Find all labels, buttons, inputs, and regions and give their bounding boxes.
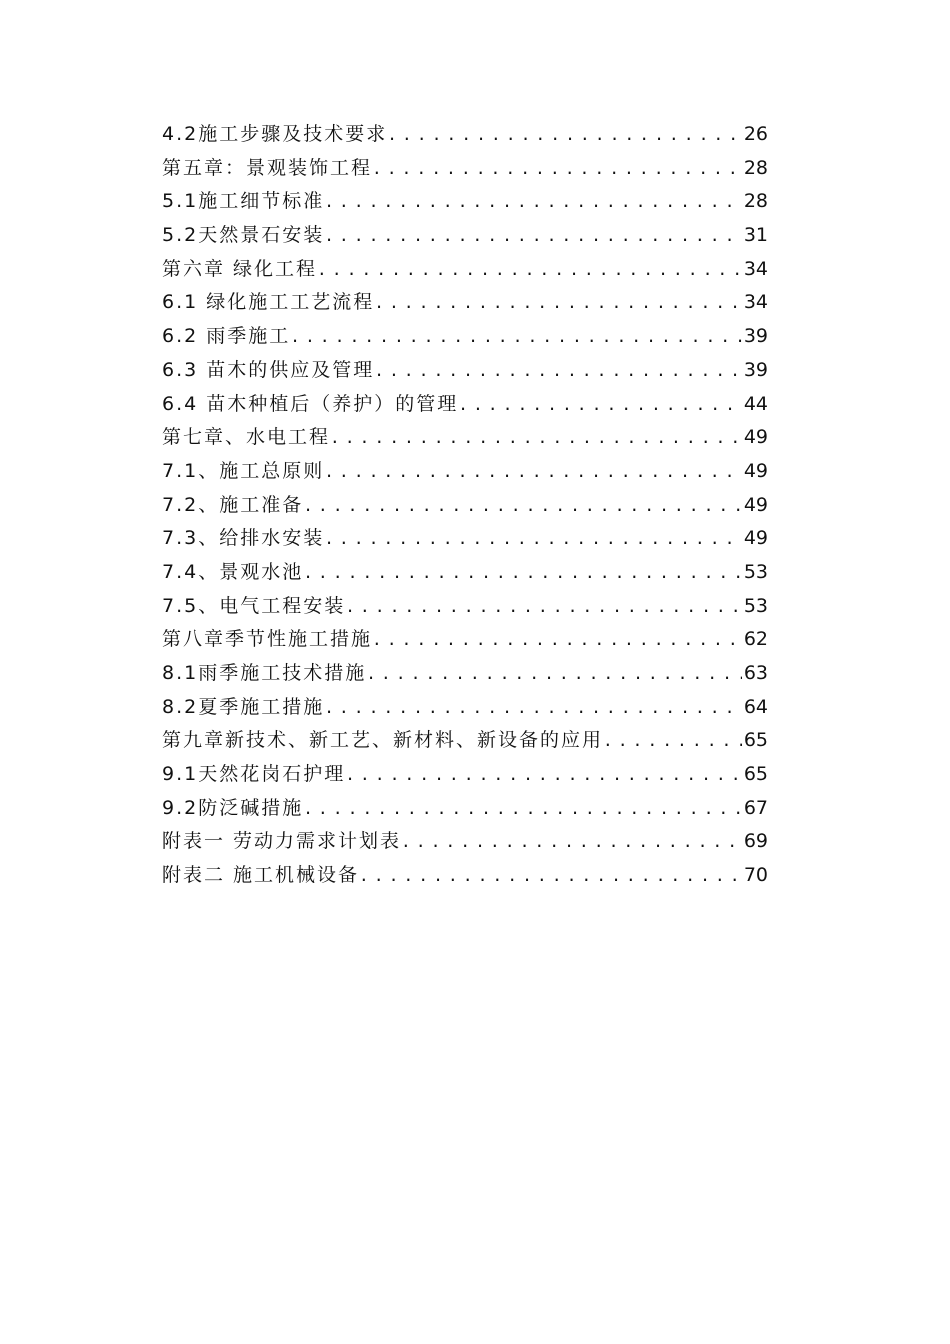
toc-entry-title: 第八章季节性施工措施 [162,628,373,651]
toc-entry[interactable] [162,152,768,186]
toc-entry-title: 第九章新技术、新工艺、新材料、新设备的应用 [162,729,604,752]
toc-entry-title: 9.1天然花岗石护理 [162,763,346,786]
toc-entry-title: 7.5、电气工程安装 [162,594,346,617]
toc-leader-dots [303,489,742,523]
toc-entry-title: 6.1 绿化施工工艺流程 [162,291,375,314]
toc-leader-dots [387,118,742,152]
toc-entry[interactable] [162,522,768,556]
toc-entry-title: 6.2 雨季施工 [162,325,291,348]
toc-leader-dots [324,185,742,219]
toc-leader-dots [317,253,742,287]
toc-entry-page: 34 [743,257,768,280]
toc-leader-dots [330,421,742,455]
toc-leader-dots [324,219,742,253]
toc-entry[interactable] [162,354,768,388]
toc-entry[interactable] [162,792,768,826]
toc-entry-title: 7.2、施工准备 [162,493,304,516]
toc-leader-dots [303,792,742,826]
toc-entry-page: 44 [743,392,768,415]
toc-leader-dots [324,691,742,725]
toc-entry[interactable] [162,859,768,893]
toc-leader-dots [303,556,742,590]
toc-leader-dots [345,590,742,624]
toc-leader-dots [324,522,742,556]
toc-leader-dots [603,724,742,758]
toc-entry[interactable] [162,455,768,489]
toc-entry-page: 67 [743,796,768,819]
toc-entry-page: 53 [743,594,768,617]
toc-leader-dots [372,623,742,657]
toc-entry-page: 53 [743,560,768,583]
toc-entry[interactable] [162,691,768,725]
toc-entry[interactable] [162,590,768,624]
toc-entry[interactable] [162,185,768,219]
toc-leader-dots [374,354,742,388]
toc-entry[interactable] [162,118,768,152]
toc-entry-title: 第六章 绿化工程 [162,257,318,280]
toc-entry-page: 28 [743,190,768,213]
toc-entry[interactable] [162,388,768,422]
toc-entry[interactable] [162,758,768,792]
toc-entry-title: 8.1雨季施工技术措施 [162,662,367,684]
toc-entry[interactable] [162,421,768,455]
toc-leader-dots [372,152,742,186]
toc-entry-page: 39 [743,358,768,381]
toc-entry-page: 65 [743,763,768,786]
toc-entry-page: 31 [743,224,768,247]
toc-entry-title: 附表一 劳动力需求计划表 [162,830,402,853]
toc-entry[interactable] [162,253,768,287]
toc-leader-dots [374,286,742,320]
toc-entry[interactable] [162,286,768,320]
toc-leader-dots [359,859,742,893]
toc-entry-page: 63 [743,662,768,684]
toc-entry-title: 6.3 苗木的供应及管理 [162,358,375,381]
toc-entry-page: 69 [743,830,768,853]
toc-entry-page: 70 [743,864,768,887]
toc-entry-title: 4.2施工步骤及技术要求 [162,123,388,145]
toc-entry-title: 9.2防泛碱措施 [162,796,304,819]
toc-entry[interactable] [162,556,768,590]
toc-entry-page: 26 [743,123,768,145]
toc-leader-dots [401,825,742,859]
toc-entry[interactable] [162,825,768,859]
toc-leader-dots [290,320,742,354]
toc-entry-page: 39 [743,325,768,348]
toc-entry-page: 28 [743,156,768,179]
toc-leader-dots [458,388,742,422]
toc-entry-title: 第五章：景观装饰工程 [162,156,373,179]
toc-entry-page: 65 [743,729,768,752]
toc-entry[interactable] [162,657,768,691]
toc-leader-dots [324,455,742,489]
toc-entry-page: 49 [743,527,768,550]
toc-entry-title: 7.3、给排水安装 [162,527,325,550]
toc-entry-title: 7.1、施工总原则 [162,459,325,482]
toc-entry-title: 7.4、景观水池 [162,560,304,583]
table-of-contents [162,118,768,893]
toc-entry[interactable] [162,724,768,758]
toc-entry-page: 49 [743,426,768,449]
toc-entry[interactable] [162,320,768,354]
toc-entry-title: 6.4 苗木种植后（养护）的管理 [162,392,459,415]
toc-entry-title: 8.2夏季施工措施 [162,695,325,718]
toc-entry-page: 49 [743,459,768,482]
toc-entry-page: 34 [743,291,768,314]
toc-entry-page: 49 [743,493,768,516]
toc-entry-title: 5.1施工细节标准 [162,190,325,213]
toc-entry[interactable] [162,219,768,253]
toc-entry-page: 64 [743,695,768,718]
toc-entry-page: 62 [743,628,768,651]
toc-entry[interactable] [162,489,768,523]
toc-entry[interactable] [162,623,768,657]
toc-entry-title: 附表二 施工机械设备 [162,864,360,887]
toc-entry-title: 5.2天然景石安装 [162,224,325,247]
toc-leader-dots [345,758,742,792]
toc-entry-title: 第七章、水电工程 [162,426,331,449]
toc-leader-dots [366,657,742,691]
